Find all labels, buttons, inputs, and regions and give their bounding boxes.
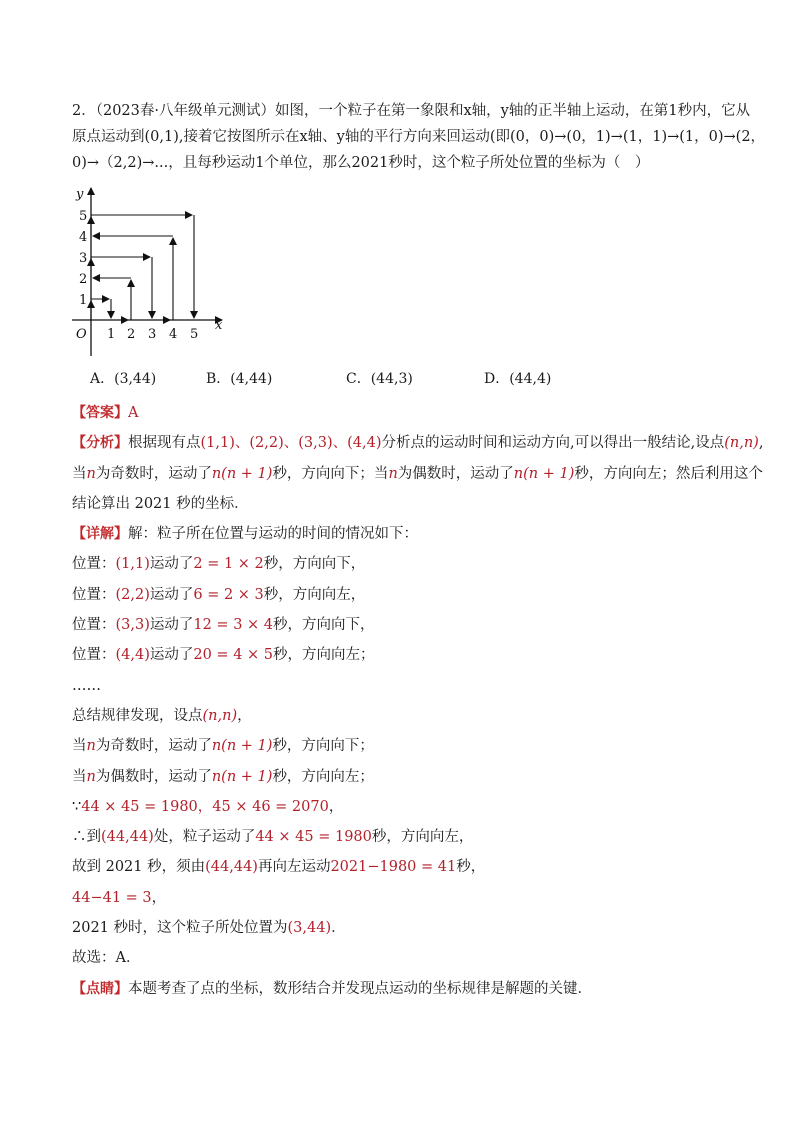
analysis-text: 分析点的运动时间和运动方向,可以得出一般结论,设点	[381, 435, 725, 452]
choose-line: 故选：A．	[72, 950, 141, 967]
analysis-line-3: 结论算出 2021 秒的坐标．	[72, 495, 249, 512]
x-tick-3: 3	[148, 327, 157, 342]
origin-label: O	[76, 327, 87, 342]
answer-tag: 【答案】	[72, 405, 128, 421]
even-line: 当n为偶数时，运动了n(n + 1)秒，方向向左；	[72, 768, 374, 785]
detail-row: 位置：(1,1)运动了2 = 1 × 2秒，方向向下，	[72, 556, 366, 573]
y-axis-label: y	[76, 187, 84, 202]
y-tick-5: 5	[79, 209, 88, 224]
comment-text: 本题考查了点的坐标，数形结合并发现点运动的坐标规律是解题的关键．	[128, 980, 592, 997]
graph-svg	[72, 186, 242, 364]
because-line: ∵44 × 45 = 1980，45 × 46 = 2070，	[72, 798, 344, 815]
analysis-text: 根据现有点	[128, 435, 201, 452]
analysis-text: 秒，方向向左；然后利用这个	[574, 465, 763, 482]
analysis-text: ,	[758, 435, 764, 452]
diff-line: 44−41 = 3，	[72, 889, 167, 906]
analysis-line-2	[72, 459, 763, 489]
detail-ellipsis: ……	[72, 677, 101, 694]
y-tick-2: 2	[79, 272, 88, 287]
analysis-tag: 【分析】	[72, 435, 128, 452]
x-tick-1: 1	[107, 327, 116, 342]
analysis-text: 为偶数时，运动了	[397, 465, 514, 482]
analysis-point-nn: (n,n)	[724, 435, 759, 452]
y-tick-1: 1	[79, 293, 88, 308]
analysis-var: n	[388, 465, 398, 482]
y-tick-4: 4	[79, 230, 88, 245]
summary-line: 总结规律发现，设点(n,n)，	[72, 707, 252, 724]
so-line: 故到 2021 秒，须由(44,44)再向左运动2021−1980 = 41秒，	[72, 859, 486, 876]
detail-intro-line	[72, 519, 732, 549]
y-tick-3: 3	[79, 251, 88, 266]
analysis-expr: n(n + 1)	[211, 465, 273, 482]
answer-line	[72, 398, 732, 428]
detail-row: 位置：(2,2)运动了6 = 2 × 3秒，方向向左，	[72, 586, 366, 603]
detail-row: 位置：(3,3)运动了12 = 3 × 4秒，方向向下，	[72, 617, 375, 634]
final-line: 2021 秒时，这个粒子所处位置为(3,44)．	[72, 920, 346, 937]
analysis-text: 当	[72, 465, 87, 482]
question-line-3: 0)→（2,2)→...，且每秒运动1个单位，那么2021秒时，这个粒子所处位置的坐标为（ ）	[72, 155, 650, 171]
x-axis-label: x	[215, 318, 223, 333]
comment-tag: 【点睛】	[72, 980, 128, 997]
question-line-1: 2．（2023春·八年级单元测试）如图，一个粒子在第一象限和x轴，y轴的正半轴上运动，在第1秒内，它从	[72, 103, 751, 119]
analysis-expr: n(n + 1)	[513, 465, 575, 482]
document-page	[72, 98, 766, 1004]
option-a: A．(3,44)	[90, 371, 157, 387]
odd-line: 当n为奇数时，运动了n(n + 1)秒，方向向下；	[72, 738, 374, 755]
motion-graph	[72, 186, 242, 364]
answer-options	[72, 368, 732, 390]
solution-block	[72, 398, 764, 1004]
question-line-2: 原点运动到(0,1),接着它按图所示在x轴、y轴的平行方向来回运动(即(0，0)→(0，1)→(1，1)→(1，0)→(2，	[72, 129, 766, 145]
detail-intro: 解：粒子所在位置与运动的时间的情况如下：	[128, 526, 418, 543]
analysis-text: 秒，方向向下；当	[272, 465, 389, 482]
x-tick-2: 2	[127, 327, 136, 342]
option-c: C．(44,3)	[346, 371, 413, 387]
option-d: D．(44,4)	[484, 371, 552, 387]
x-tick-5: 5	[190, 327, 199, 342]
analysis-line-1	[72, 428, 764, 458]
option-b: B．(4,44)	[206, 371, 273, 387]
analysis-points: (1,1)、(2,2)、(3,3)、(4,4)	[200, 435, 382, 452]
analysis-text: 为奇数时，运动了	[95, 465, 212, 482]
detail-tag: 【详解】	[72, 526, 128, 543]
therefore-line: ∴到(44,44)处，粒子运动了44 × 45 = 1980秒，方向向左，	[72, 829, 474, 846]
comment-line	[72, 974, 732, 1004]
answer-value: A	[128, 405, 139, 421]
question-block	[72, 98, 766, 176]
x-tick-4: 4	[169, 327, 178, 342]
analysis-var: n	[86, 465, 96, 482]
path-segments	[91, 215, 194, 320]
detail-row: 位置：(4,4)运动了20 = 4 × 5秒，方向向左；	[72, 647, 375, 664]
